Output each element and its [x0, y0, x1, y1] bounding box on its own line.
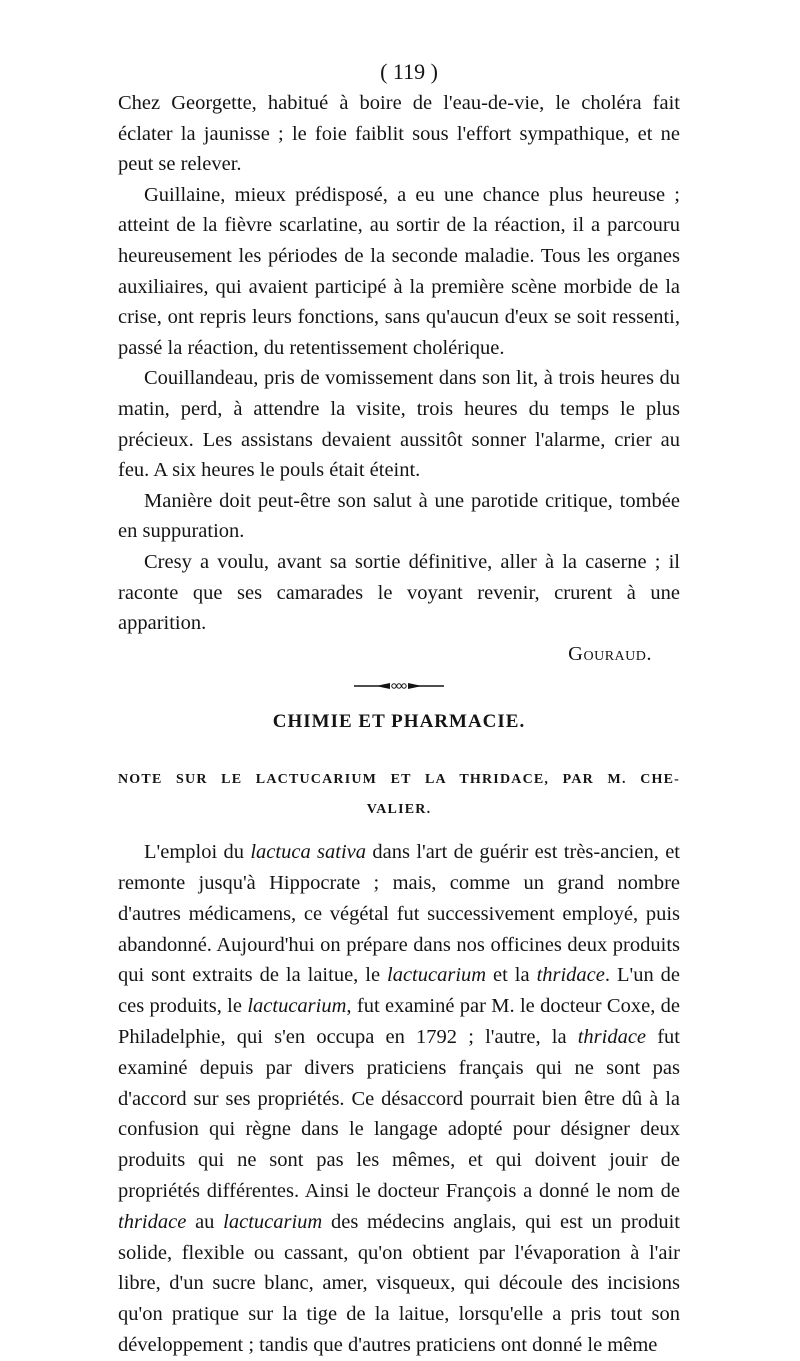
section-title: CHIMIE ET PHARMACIE. — [272, 711, 526, 733]
article-title-line-2: VALIER. — [366, 802, 432, 818]
text-run: , fut examiné par M. le docteur Coxe, de Philadelphie, qui s'en occupa en 1792 ; l'autre, la — [118, 995, 681, 1049]
document-page — [118, 58, 680, 1361]
paragraph-couillandeau: Couillandeau, pris de vomissement dans son lit, à trois heures du matin, perd, à attendre la visite, trois heures du temps le plus précieux. Les assistans devaient aussitôt sonner l'alarme, crier au feu. A six heures le pouls était éteint. — [118, 367, 680, 482]
italic-term: lactuca sativa — [250, 841, 367, 864]
author-signature: Gouraud. — [568, 642, 652, 665]
italic-term: thridace — [118, 1210, 187, 1233]
text-run: L'emploi du — [144, 841, 251, 864]
italic-term: lactucarium — [247, 995, 347, 1018]
paragraph-maniere: Manière doit peut-être son salut à une parotide critique, tombée en suppuration. — [118, 489, 680, 543]
previous-article-tail — [118, 88, 680, 669]
article-title-line-1: NOTE SUR LE LACTUCARIUM ET LA THRIDACE, PAR M. CHE- — [118, 772, 680, 788]
separator-ornament — [354, 681, 444, 691]
italic-term: lactucarium — [223, 1210, 323, 1233]
text-run: au — [186, 1210, 224, 1233]
article-body-paragraph — [118, 837, 680, 1361]
paragraph-cresy: Cresy a voulu, avant sa sortie définitive, aller à la caserne ; il raconte que ses camarades le voyant revenir, crurent à une apparition. — [118, 550, 680, 635]
italic-term: thridace — [536, 964, 605, 987]
italic-term: lactucarium — [387, 964, 487, 987]
text-run: fut examiné depuis par divers praticiens français qui ne sont pas d'accord sur ses propriétés. Ce désaccord pourrait bien être dû à la confusion qui règne dans le langage adopté pour désigner deux produits qui ne sont pas les mêmes, et qui doivent jouir de propriétés différentes. Ainsi le docteur François a donné le nom de — [118, 1026, 680, 1203]
paragraph-guillaine: Guillaine, mieux prédisposé, a eu une chance plus heureuse ; atteint de la fièvre scarlatine, au sortir de la réaction, il a parcouru heureusement les périodes de la seconde maladie. Tous les organes auxiliaires, qui avaient participé à la première scène morbide de la crise, ont repris leurs fonctions, sans qu'aucun d'eux se soit ressenti, passé la réaction, du retentissement cholérique. — [118, 183, 680, 359]
article-title — [118, 765, 680, 825]
paragraph-georgette: Chez Georgette, habitué à boire de l'eau-de-vie, le choléra fait éclater la jaunisse ; le foie faiblit sous l'effort sympathique, et ne peut se relever. — [118, 92, 680, 176]
text-run: des médecins anglais, qui est un produit solide, flexible ou cassant, qu'on obtient par l'évaporation à l'air libre, d'un sucre blanc, amer, visqueux, qui découle des incisions qu'on pratique sur la tige de la laitue, lorsqu'elle a pris tout son développement ; tandis que d'autres praticiens ont donné le même — [118, 1210, 680, 1357]
text-run: . L'un de ces produits, le — [118, 964, 680, 1018]
text-run: dans l'art de guérir est très-ancien, et remonte jusqu'à Hippocrate ; mais, comme un grand nombre d'autres médicamens, ce végétal fut successivement employé, puis abandonné. Aujourd'hui on prépare dans nos officines deux produits qui sont extraits de la laitue, le — [118, 841, 680, 987]
italic-term: thridace — [577, 1026, 647, 1049]
page-number: ( 119 ) — [380, 59, 438, 84]
text-run: et la — [486, 964, 537, 987]
